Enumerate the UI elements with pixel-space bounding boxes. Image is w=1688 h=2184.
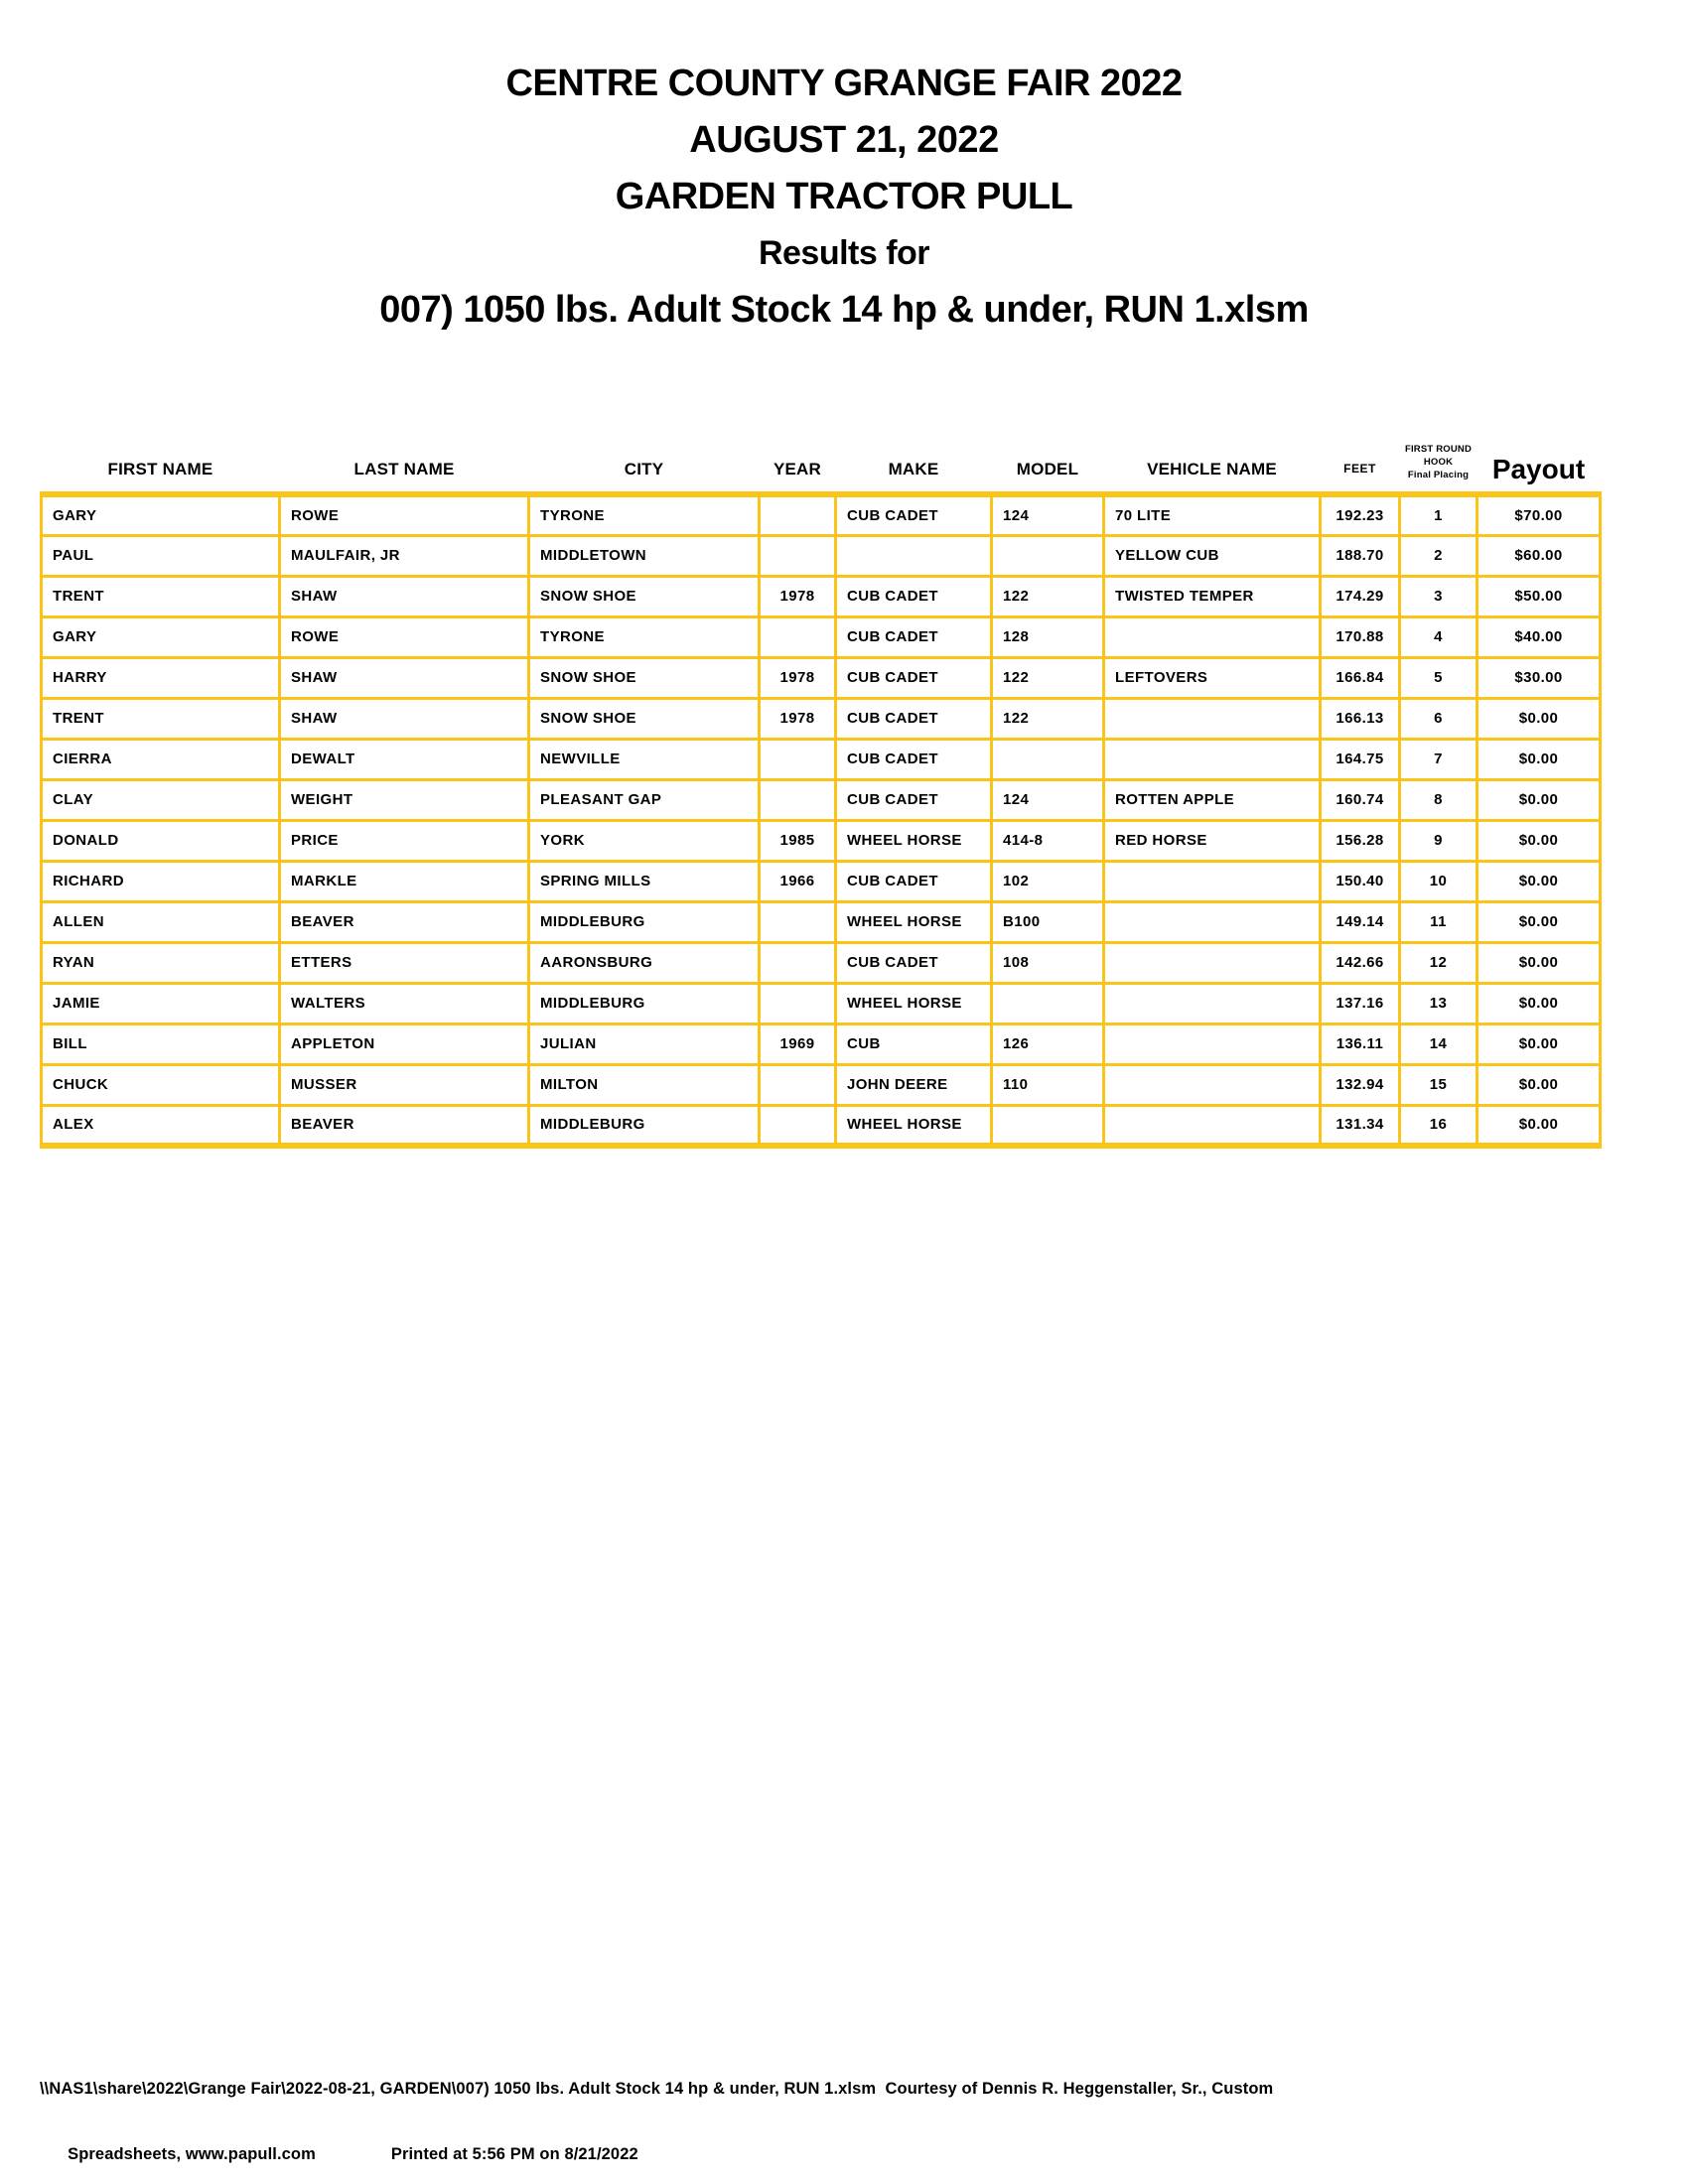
table-cell: DONALD xyxy=(42,820,280,861)
table-cell xyxy=(760,535,836,576)
table-cell xyxy=(836,535,992,576)
table-row xyxy=(42,1105,1601,1146)
table-cell: 188.70 xyxy=(1321,535,1400,576)
table-cell: 166.13 xyxy=(1321,698,1400,739)
table-row xyxy=(42,1064,1601,1105)
table-row xyxy=(42,739,1601,779)
header-hook-line1: FIRST ROUND xyxy=(1404,444,1473,455)
table-cell xyxy=(1104,942,1321,983)
table-cell: $0.00 xyxy=(1477,983,1601,1024)
table-cell: $70.00 xyxy=(1477,494,1601,535)
table-cell: $50.00 xyxy=(1477,576,1601,616)
table-cell: WHEEL HORSE xyxy=(836,983,992,1024)
header-payout: Payout xyxy=(1491,454,1586,484)
header-first-round-hook xyxy=(1400,443,1477,494)
table-cell: JULIAN xyxy=(529,1024,760,1064)
table-cell: 137.16 xyxy=(1321,983,1400,1024)
header-hook-line2: HOOK xyxy=(1423,457,1454,468)
table-cell xyxy=(1104,1064,1321,1105)
table-cell: 12 xyxy=(1400,942,1477,983)
table-row xyxy=(42,698,1601,739)
header-hook-line3: Final Placing xyxy=(1407,470,1470,480)
table-cell: PLEASANT GAP xyxy=(529,779,760,820)
table-cell: SPRING MILLS xyxy=(529,861,760,901)
header-model: MODEL xyxy=(1016,460,1079,478)
table-cell: 6 xyxy=(1400,698,1477,739)
table-cell: MIDDLETOWN xyxy=(529,535,760,576)
table-cell: 9 xyxy=(1400,820,1477,861)
table-cell: YELLOW CUB xyxy=(1104,535,1321,576)
table-cell: SHAW xyxy=(280,657,529,698)
table-cell: 132.94 xyxy=(1321,1064,1400,1105)
table-cell: BEAVER xyxy=(280,901,529,942)
table-cell: TWISTED TEMPER xyxy=(1104,576,1321,616)
table-cell: 3 xyxy=(1400,576,1477,616)
table-cell: 1 xyxy=(1400,494,1477,535)
results-table-body xyxy=(42,494,1601,1146)
table-cell: 414-8 xyxy=(992,820,1104,861)
table-row xyxy=(42,779,1601,820)
document-footer xyxy=(40,2073,1648,2184)
table-cell xyxy=(992,739,1104,779)
table-cell: $60.00 xyxy=(1477,535,1601,576)
table-cell: CIERRA xyxy=(42,739,280,779)
table-cell: 124 xyxy=(992,494,1104,535)
table-cell: MIDDLEBURG xyxy=(529,1105,760,1146)
table-cell: CUB CADET xyxy=(836,739,992,779)
table-cell xyxy=(760,739,836,779)
table-cell: $30.00 xyxy=(1477,657,1601,698)
table-cell: MARKLE xyxy=(280,861,529,901)
table-cell xyxy=(760,1105,836,1146)
table-cell: $0.00 xyxy=(1477,1024,1601,1064)
table-cell: 1985 xyxy=(760,820,836,861)
table-cell: TRENT xyxy=(42,576,280,616)
table-cell: SHAW xyxy=(280,698,529,739)
table-cell xyxy=(760,494,836,535)
table-cell: APPLETON xyxy=(280,1024,529,1064)
table-cell: WHEEL HORSE xyxy=(836,901,992,942)
class-filename-title: 007) 1050 lbs. Adult Stock 14 hp & under, RUN 1.xlsm xyxy=(379,289,1309,331)
table-row xyxy=(42,1024,1601,1064)
table-cell: RICHARD xyxy=(42,861,280,901)
table-cell: $0.00 xyxy=(1477,901,1601,942)
table-row xyxy=(42,820,1601,861)
table-cell: 13 xyxy=(1400,983,1477,1024)
table-row xyxy=(42,535,1601,576)
table-cell: JAMIE xyxy=(42,983,280,1024)
table-cell: PRICE xyxy=(280,820,529,861)
table-cell: BILL xyxy=(42,1024,280,1064)
table-cell: ETTERS xyxy=(280,942,529,983)
table-cell: CHUCK xyxy=(42,1064,280,1105)
table-cell: 2 xyxy=(1400,535,1477,576)
header-first-name: FIRST NAME xyxy=(107,460,213,478)
table-cell: 122 xyxy=(992,576,1104,616)
event-title: CENTRE COUNTY GRANGE FAIR 2022 xyxy=(505,63,1183,104)
table-cell xyxy=(1104,698,1321,739)
table-cell: 131.34 xyxy=(1321,1105,1400,1146)
document-title-block xyxy=(0,56,1688,339)
table-cell: 1978 xyxy=(760,657,836,698)
footer-spreadsheets-text: Spreadsheets, www.papull.com xyxy=(68,2145,316,2163)
table-cell: RED HORSE xyxy=(1104,820,1321,861)
table-cell: 136.11 xyxy=(1321,1024,1400,1064)
table-cell: 174.29 xyxy=(1321,576,1400,616)
header-row xyxy=(42,443,1601,494)
table-cell: NEWVILLE xyxy=(529,739,760,779)
table-cell xyxy=(992,535,1104,576)
table-cell: 170.88 xyxy=(1321,616,1400,657)
table-cell xyxy=(760,779,836,820)
header-year: YEAR xyxy=(773,460,822,478)
table-cell: 102 xyxy=(992,861,1104,901)
table-cell: YORK xyxy=(529,820,760,861)
table-cell: 150.40 xyxy=(1321,861,1400,901)
table-cell: CUB CADET xyxy=(836,942,992,983)
table-cell: ALLEN xyxy=(42,901,280,942)
header-city: CITY xyxy=(624,460,664,478)
table-cell: MUSSER xyxy=(280,1064,529,1105)
table-cell: TYRONE xyxy=(529,494,760,535)
table-cell: 160.74 xyxy=(1321,779,1400,820)
table-cell: MIDDLEBURG xyxy=(529,901,760,942)
table-cell: MILTON xyxy=(529,1064,760,1105)
table-cell: $0.00 xyxy=(1477,820,1601,861)
table-cell xyxy=(1104,739,1321,779)
results-for-label: Results for xyxy=(758,234,930,272)
table-cell: CUB CADET xyxy=(836,779,992,820)
footer-second-line xyxy=(40,2106,1648,2184)
table-cell: 4 xyxy=(1400,616,1477,657)
table-cell: TYRONE xyxy=(529,616,760,657)
table-cell: MAULFAIR, JR xyxy=(280,535,529,576)
table-cell: $0.00 xyxy=(1477,942,1601,983)
table-cell: 1978 xyxy=(760,698,836,739)
event-name: GARDEN TRACTOR PULL xyxy=(615,176,1073,217)
table-cell: $40.00 xyxy=(1477,616,1601,657)
table-cell: ROWE xyxy=(280,616,529,657)
table-cell: 7 xyxy=(1400,739,1477,779)
table-cell: 5 xyxy=(1400,657,1477,698)
table-cell: 1978 xyxy=(760,576,836,616)
table-cell: 156.28 xyxy=(1321,820,1400,861)
table-cell xyxy=(1104,616,1321,657)
table-cell: CUB CADET xyxy=(836,576,992,616)
table-cell: 8 xyxy=(1400,779,1477,820)
table-cell: $0.00 xyxy=(1477,779,1601,820)
table-cell: B100 xyxy=(992,901,1104,942)
table-cell xyxy=(992,983,1104,1024)
table-cell: MIDDLEBURG xyxy=(529,983,760,1024)
table-cell xyxy=(1104,1024,1321,1064)
table-cell: DEWALT xyxy=(280,739,529,779)
header-last-name: LAST NAME xyxy=(353,460,455,478)
table-cell: SNOW SHOE xyxy=(529,657,760,698)
table-cell: 1966 xyxy=(760,861,836,901)
table-row xyxy=(42,657,1601,698)
table-cell: ROTTEN APPLE xyxy=(1104,779,1321,820)
table-row xyxy=(42,942,1601,983)
table-cell: 166.84 xyxy=(1321,657,1400,698)
table-cell: 11 xyxy=(1400,901,1477,942)
table-cell: 1969 xyxy=(760,1024,836,1064)
table-cell: $0.00 xyxy=(1477,1064,1601,1105)
table-cell: 16 xyxy=(1400,1105,1477,1146)
table-cell: AARONSBURG xyxy=(529,942,760,983)
table-row xyxy=(42,576,1601,616)
table-cell: 110 xyxy=(992,1064,1104,1105)
header-make: MAKE xyxy=(888,460,939,478)
table-cell: CUB CADET xyxy=(836,657,992,698)
table-cell: BEAVER xyxy=(280,1105,529,1146)
table-row xyxy=(42,616,1601,657)
table-cell: HARRY xyxy=(42,657,280,698)
table-cell: 122 xyxy=(992,657,1104,698)
table-cell: WEIGHT xyxy=(280,779,529,820)
footer-file-path: \\NAS1\share\2022\Grange Fair\2022-08-21, GARDEN\007) 1050 lbs. Adult Stock 14 hp & under, RUN 1.xlsm Courtesy of Dennis R. Heggenstaller, Sr., Custom xyxy=(40,2080,1274,2098)
table-row xyxy=(42,494,1601,535)
table-cell: ROWE xyxy=(280,494,529,535)
table-cell: 10 xyxy=(1400,861,1477,901)
results-table-header xyxy=(42,443,1601,494)
table-cell: $0.00 xyxy=(1477,861,1601,901)
table-cell: 128 xyxy=(992,616,1104,657)
table-cell: 122 xyxy=(992,698,1104,739)
header-feet: FEET xyxy=(1343,462,1376,476)
table-cell: PAUL xyxy=(42,535,280,576)
table-cell: 142.66 xyxy=(1321,942,1400,983)
table-cell xyxy=(992,1105,1104,1146)
table-cell: 108 xyxy=(992,942,1104,983)
table-cell: SNOW SHOE xyxy=(529,576,760,616)
table-cell: GARY xyxy=(42,616,280,657)
table-cell: CUB CADET xyxy=(836,861,992,901)
table-cell: CUB xyxy=(836,1024,992,1064)
table-cell xyxy=(1104,983,1321,1024)
table-cell: JOHN DEERE xyxy=(836,1064,992,1105)
table-cell: $0.00 xyxy=(1477,1105,1601,1146)
table-cell: 15 xyxy=(1400,1064,1477,1105)
table-cell xyxy=(1104,861,1321,901)
table-cell: $0.00 xyxy=(1477,698,1601,739)
table-row xyxy=(42,983,1601,1024)
footer-printed-timestamp: Printed at 5:56 PM on 8/21/2022 xyxy=(390,2145,638,2163)
table-cell: ALEX xyxy=(42,1105,280,1146)
table-cell: $0.00 xyxy=(1477,739,1601,779)
table-cell: CLAY xyxy=(42,779,280,820)
table-cell: WALTERS xyxy=(280,983,529,1024)
table-cell: 192.23 xyxy=(1321,494,1400,535)
table-row xyxy=(42,861,1601,901)
table-cell xyxy=(760,901,836,942)
table-cell: 149.14 xyxy=(1321,901,1400,942)
table-cell: 126 xyxy=(992,1024,1104,1064)
table-cell xyxy=(760,983,836,1024)
table-cell: WHEEL HORSE xyxy=(836,1105,992,1146)
table-cell xyxy=(760,1064,836,1105)
table-cell: 164.75 xyxy=(1321,739,1400,779)
table-cell: GARY xyxy=(42,494,280,535)
header-vehicle-name: VEHICLE NAME xyxy=(1147,460,1277,478)
table-cell: CUB CADET xyxy=(836,494,992,535)
table-cell xyxy=(760,942,836,983)
results-table xyxy=(40,443,1602,1149)
table-cell: SHAW xyxy=(280,576,529,616)
table-cell xyxy=(760,616,836,657)
table-cell: 124 xyxy=(992,779,1104,820)
table-cell: CUB CADET xyxy=(836,616,992,657)
table-row xyxy=(42,901,1601,942)
table-cell: 70 LITE xyxy=(1104,494,1321,535)
table-cell xyxy=(1104,1105,1321,1146)
table-cell: CUB CADET xyxy=(836,698,992,739)
table-cell: SNOW SHOE xyxy=(529,698,760,739)
table-cell xyxy=(1104,901,1321,942)
table-cell: WHEEL HORSE xyxy=(836,820,992,861)
event-date: AUGUST 21, 2022 xyxy=(689,119,999,161)
table-cell: LEFTOVERS xyxy=(1104,657,1321,698)
table-cell: 14 xyxy=(1400,1024,1477,1064)
table-cell: RYAN xyxy=(42,942,280,983)
table-cell: TRENT xyxy=(42,698,280,739)
